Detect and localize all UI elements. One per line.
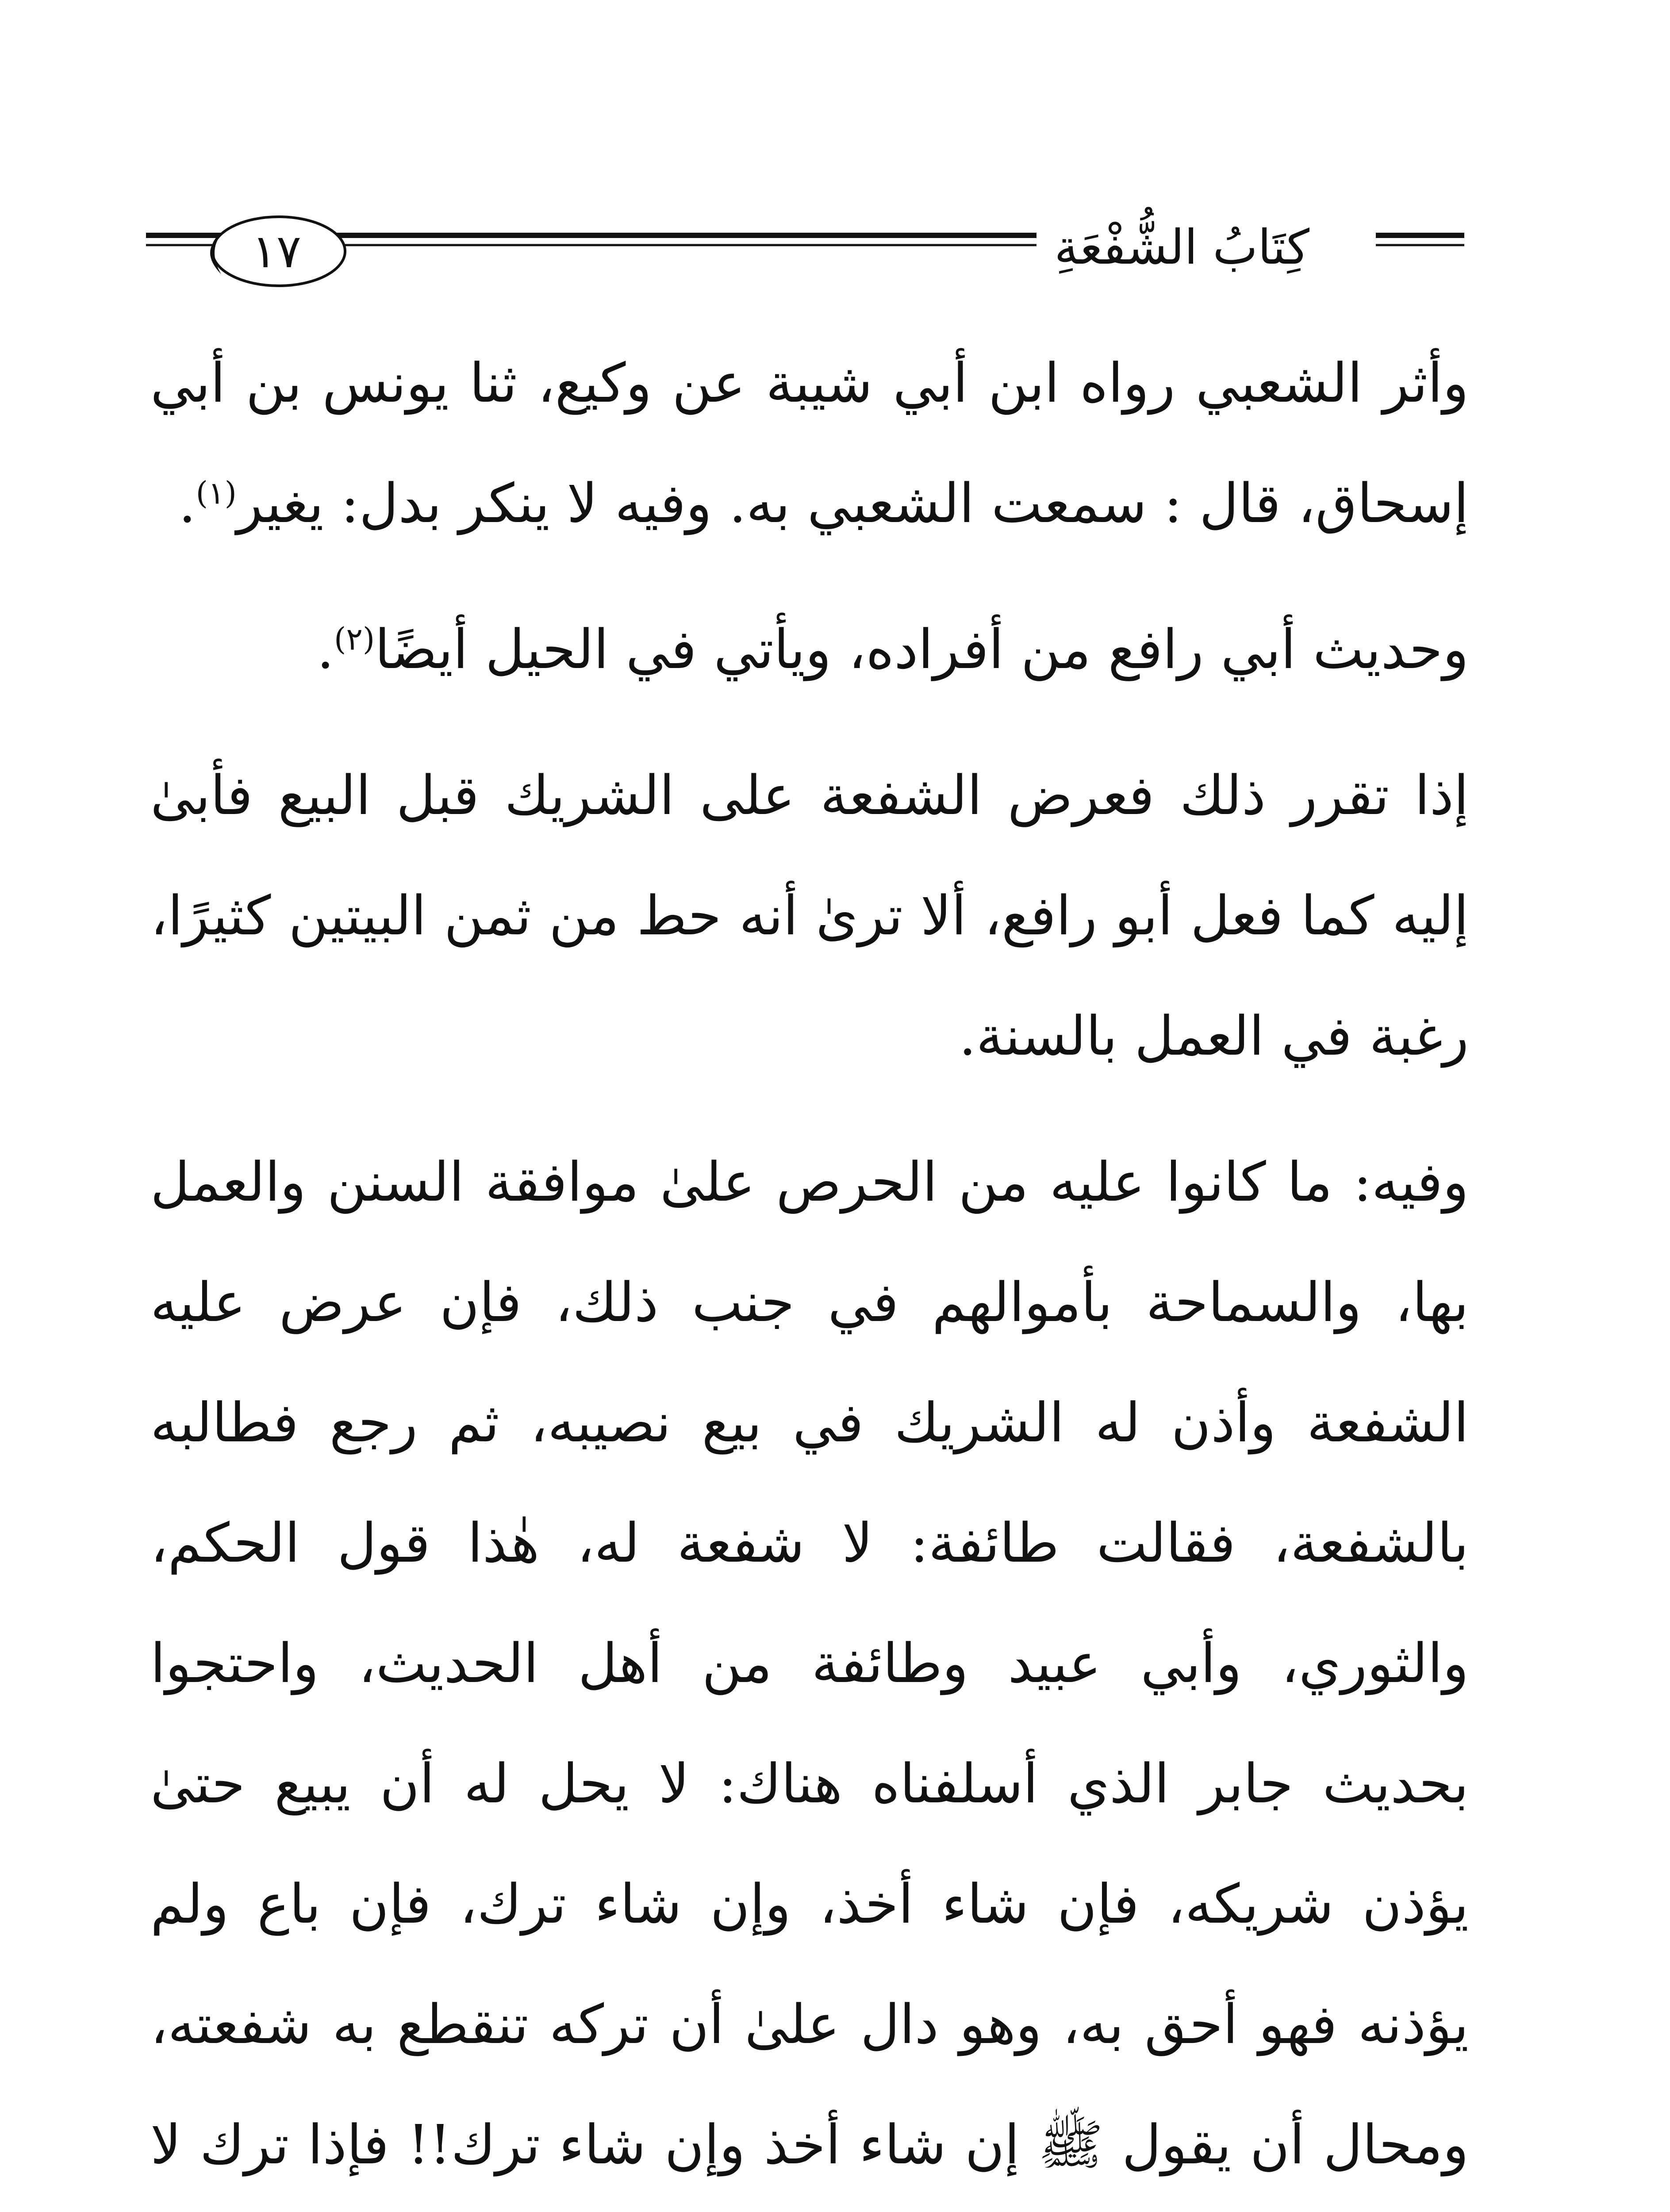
paragraph-end: . — [317, 618, 334, 681]
chapter-title: كِتَابُ الشُّفْعَةِ — [1037, 217, 1327, 279]
main-text — [150, 323, 1469, 2212]
paragraph-text: وأثر الشعبي رواه ابن أبي شيبة عن وكيع، ثنا يونس بن أبي إسحاق، قال : سمعت الشعبي به. وفيه لا ينكر بدل: يغير — [150, 352, 1469, 535]
paragraph-end: . — [178, 472, 196, 535]
paragraph — [150, 589, 1469, 710]
page-number: ١٧ — [252, 224, 301, 278]
footnote-marker[interactable]: (١) — [196, 475, 237, 511]
page-header — [146, 208, 1473, 296]
paragraph-text: وحديث أبي رافع من أفراده، ويأتي في الحيل أيضًا — [375, 618, 1469, 681]
paragraph-text: إذا تقرر ذلك فعرض الشفعة على الشريك قبل البيع فأبىٰ إليه كما فعل أبو رافع، ألا ترىٰ أنه حط من ثمن البيتين كثيرًا، رغبة في العمل بالسنة. — [150, 764, 1469, 1068]
paragraph-text: وفيه: ما كانوا عليه من الحرص علىٰ موافقة السنن والعمل بها، والسماحة بأموالهم في جنب ذلك، فإن عرض عليه الشفعة وأذن له الشريك في بيع نصيبه، ثم رجع فطالبه بالشفعة، فقالت طائفة: لا شفعة له، هٰذا قول الحكم، والثوري، وأبي عبيد وطائفة من أهل الحديث، واحتجوا بحديث جابر الذي أسلفناه هناك: لا يحل له أن يبيع حتىٰ يؤذن شريكه، فإن شاء أخذ، وإن شاء ترك، فإن باع ولم يؤذنه فهو أحق به، وهو دال علىٰ أن تركه تنقطع به شفعته، ومحال أن يقول ﷺ إن شاء أخذ وإن شاء ترك!! فإذا ترك لا — [150, 1151, 1469, 2176]
paragraph — [150, 323, 1469, 564]
paragraph — [150, 1122, 1469, 2212]
paragraph — [150, 735, 1469, 1096]
footnote-marker[interactable]: (٢) — [334, 621, 375, 657]
